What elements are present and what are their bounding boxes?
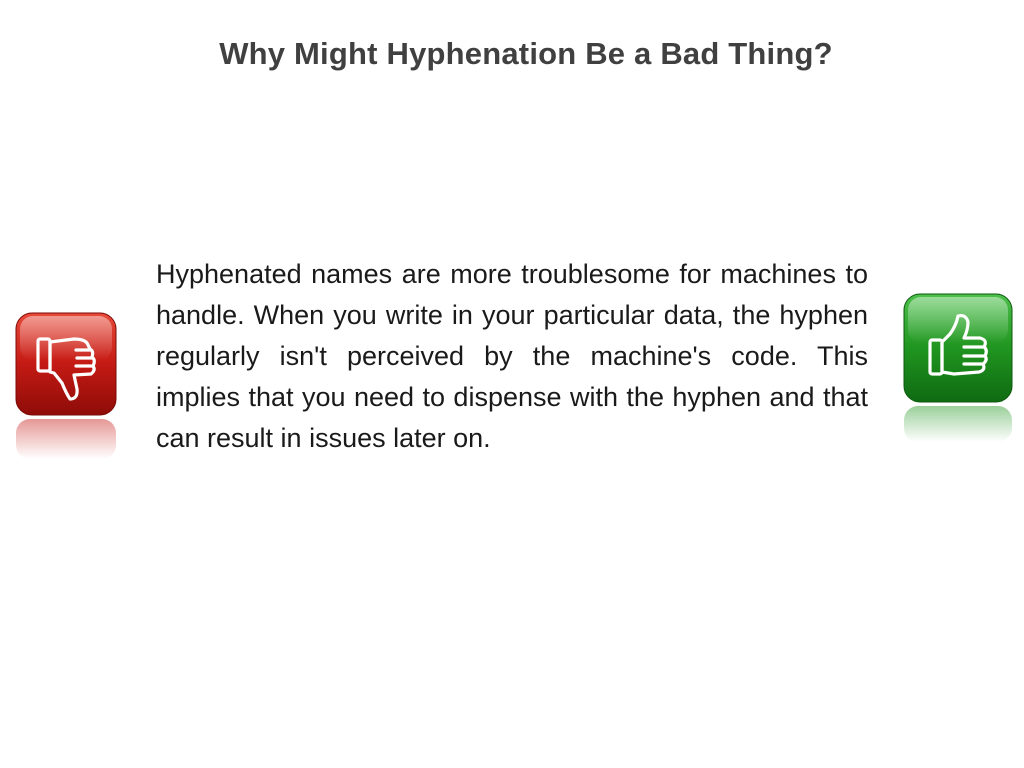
slide-title: Why Might Hyphenation Be a Bad Thing? <box>219 36 833 71</box>
thumbs-down-icon <box>14 311 118 461</box>
slide-body-text: Hyphenated names are more troublesome for machines to handle. When you write in your particular data, the hyphen regularly isn't perceived by the machine's code. This implies that you need to dispense with the hyphen and that can result in issues later on. <box>156 259 868 453</box>
thumbs-up-icon <box>902 292 1006 442</box>
